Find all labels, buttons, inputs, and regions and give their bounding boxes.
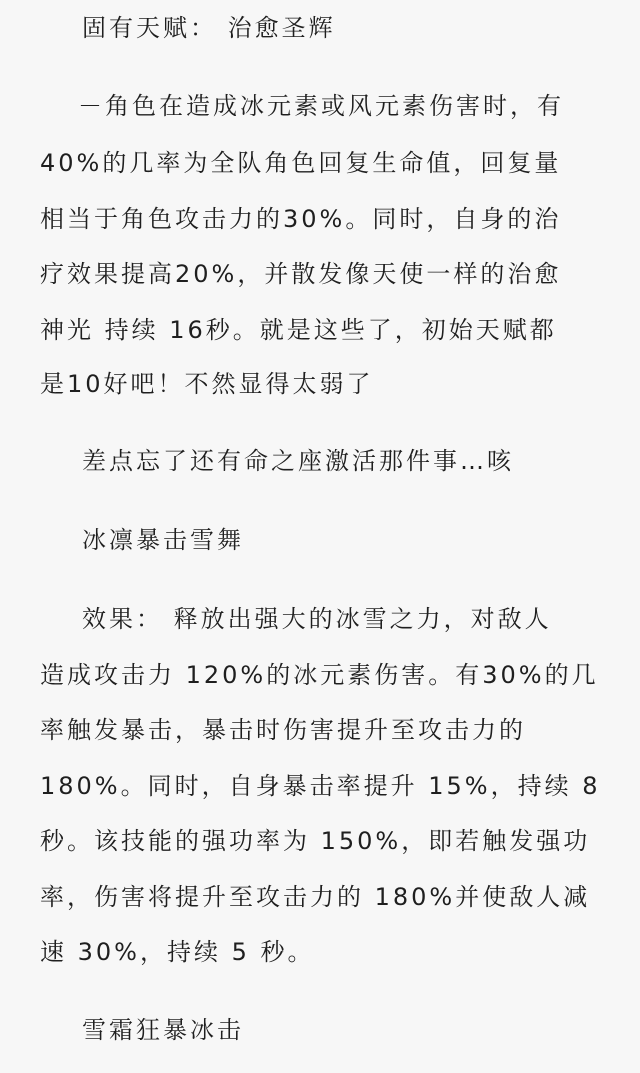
- talent-heading: 固有天赋： 治愈圣辉: [82, 14, 336, 42]
- constellation-note: 差点忘了还有命之座激活那件事…咳: [82, 447, 514, 475]
- skill-1-desc-line-1: 效果： 释放出强大的冰雪之力，对敌人: [82, 605, 552, 633]
- skill-1-desc-line-2: 造成攻击力 120%的冰元素伤害。有30%的几: [40, 661, 599, 689]
- skill-1-desc-line-5: 秒。该技能的强功率为 150%，即若触发强功: [40, 827, 591, 855]
- skill-1-desc-line-3: 率触发暴击，暴击时伤害提升至攻击力的: [40, 716, 526, 744]
- skill-1-desc-line-7: 速 30%，持续 5 秒。: [40, 938, 315, 966]
- talent-desc-line-3: 相当于角色攻击力的30%。同时，自身的治: [40, 205, 562, 233]
- talent-desc-line-4: 疗效果提高20%，并散发像天使一样的治愈: [40, 260, 562, 288]
- skill-1-desc-line-6: 率，伤害将提升至攻击力的 180%并使敌人减: [40, 883, 591, 911]
- talent-desc-line-1: －角色在造成冰元素或风元素伤害时，有: [78, 92, 564, 120]
- talent-desc-line-5: 神光 持续 16秒。就是这些了，初始天赋都: [40, 316, 557, 344]
- talent-desc-line-2: 40%的几率为全队角色回复生命值，回复量: [40, 149, 562, 177]
- talent-desc-line-6: 是10好吧！不然显得太弱了: [40, 370, 374, 398]
- skill-1-name: 冰凛暴击雪舞: [82, 526, 244, 554]
- skill-1-desc-line-4: 180%。同时，自身暴击率提升 15%，持续 8: [40, 772, 601, 800]
- skill-2-name: 雪霜狂暴冰击: [82, 1016, 244, 1044]
